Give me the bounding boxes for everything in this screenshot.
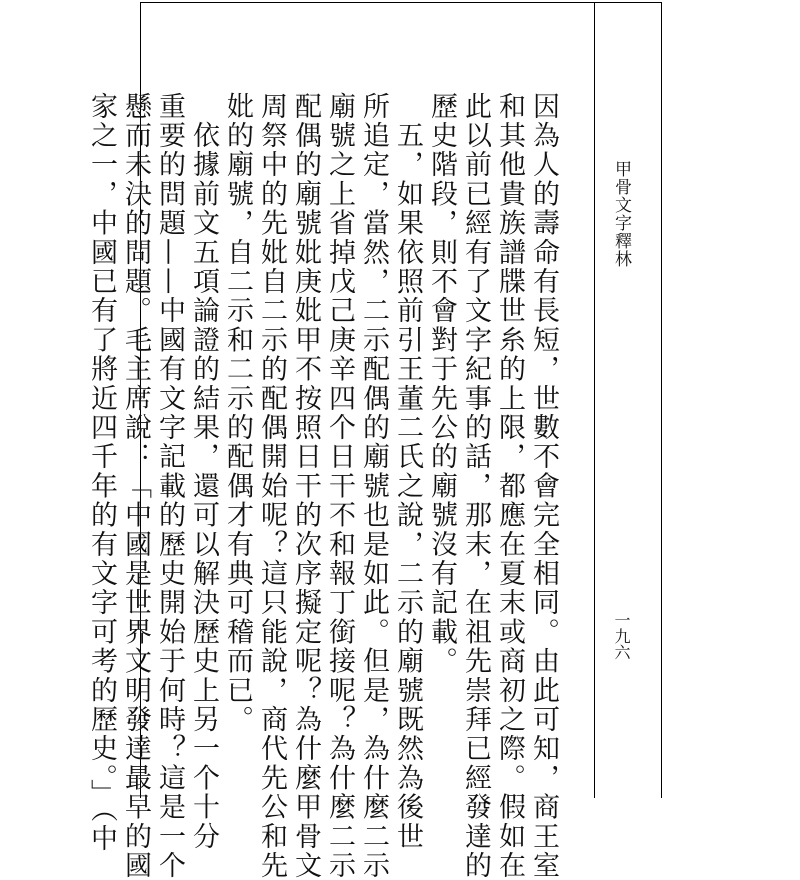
text-column-10: 妣的廟號，自二示和二示的配偶才有典可稽而已。: [222, 92, 253, 735]
text-column-4: 歷史階段，則不會對于先公的廟號沒有記載。: [426, 92, 457, 676]
text-column-3: 此以前已經有了文字紀事的話，那末，在祖先崇拜已經發達的: [460, 92, 491, 880]
text-column-1: 因為人的壽命有長短，世數不會完全相同。由此可知，商王室: [528, 92, 559, 880]
text-column-9: 周祭中的先妣自二示的配偶開始呢？這只能說，商代先公和先: [256, 92, 287, 880]
text-column-14: 家之一，中國已有了將近四千年的有文字可考的歷史。」（中: [86, 92, 117, 854]
text-column-7: 廟號之上省掉戊己庚辛四个日干不和報丁銜接呢？為什麼二示: [324, 92, 355, 880]
margin-divider: [594, 2, 595, 798]
page-number: 一九六: [612, 612, 631, 660]
text-column-11: 依據前文五項論證的結果，還可以解決歷史上另一个十分: [188, 92, 219, 852]
text-column-8: 配偶的廟號妣庚妣甲不按照日干的次序擬定呢？為什麼甲骨文: [290, 92, 321, 880]
text-column-13: 懸而未決的問題。毛主席說：「中國是世界文明發達最早的國: [120, 92, 151, 880]
text-column-5: 五，如果依照前引王董二氏之說，二示的廟號既然為後世: [392, 92, 423, 852]
text-column-6: 所追定，當然，二示配偶的廟號也是如此。但是，為什麼二示: [358, 92, 389, 880]
running-head-title: 甲骨文字釋林: [611, 160, 631, 268]
text-column-2: 和其他貴族譜牒世糸的上限，都應在夏末或商初之際。假如在: [494, 92, 525, 880]
text-column-12: 重要的問題——中國有文字記載的歷史開始于何時？這是一个: [154, 92, 185, 880]
